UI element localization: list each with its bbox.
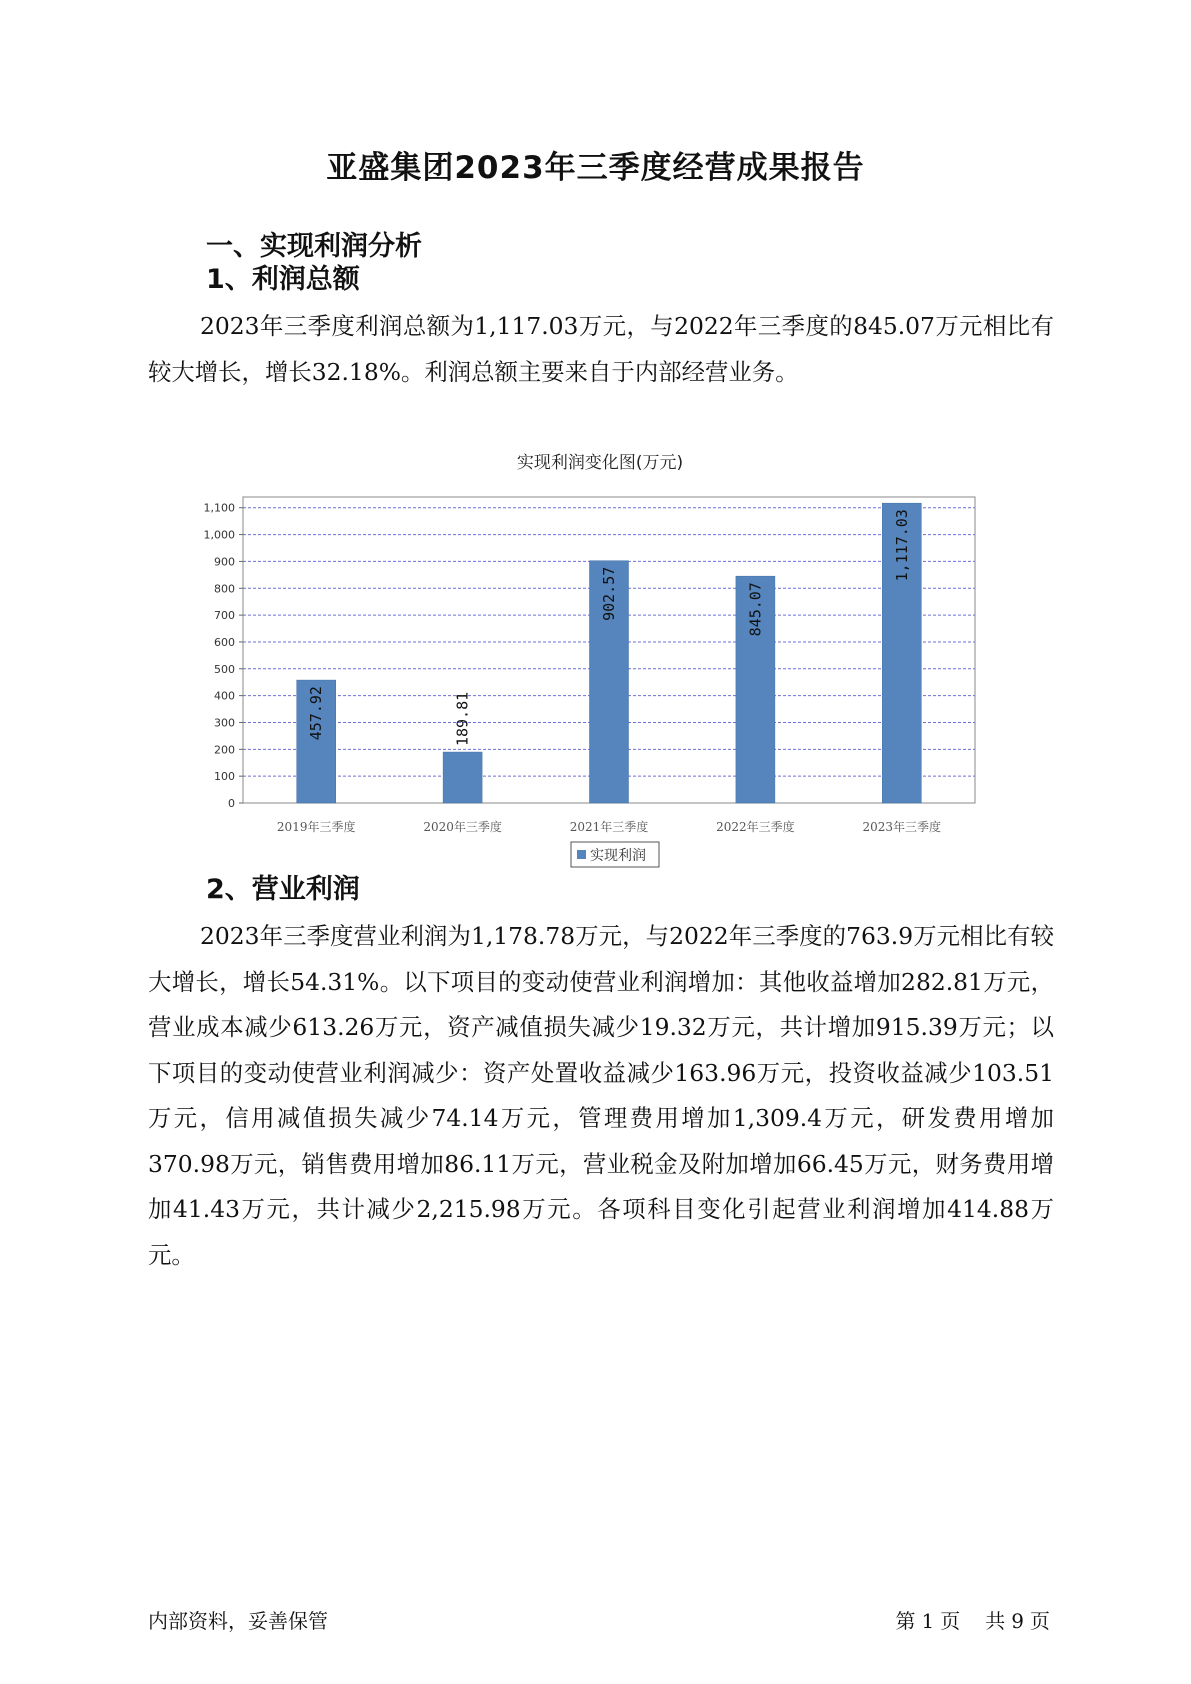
legend-label: 实现利润 [590, 848, 646, 864]
paragraph-operating-profit: 2023年三季度营业利润为1,178.78万元，与2022年三季度的763.9万元相比有较大增长，增长54.31%。以下项目的变动使营业利润增加：其他收益增加282.81万元，营业成本减少613.26万元，资产减值损失减少19.32万元，共计增加915.39万元；以下项目的变动使营业利润减少：资产处置收益减少163.96万元，投资收益减少103.51万元，信用减值损失减少74.14万元，管理费用增加1,309.4万元，研发费用增加370.98万元，销售费用增加86.11万元，营业税金及附加增加66.45万元，财务费用增加41.43万元，共计减少2,215.98万元。各项科目变化引起营业利润增加414.88万元。 [148, 922, 1054, 1269]
x-tick-label: 2021年三季度 [569, 820, 649, 834]
data-label: 845.07 [746, 582, 765, 637]
footer-confidential-note: 内部资料，妥善保管 [148, 1609, 328, 1633]
y-tick-label: 100 [214, 770, 235, 784]
document-title: 亚盛集团2023年三季度经营成果报告 [326, 150, 865, 186]
chart-title: 实现利润变化图(万元) [516, 453, 684, 473]
y-tick-label: 1,000 [203, 528, 235, 542]
section-heading-profit-analysis: 一、实现利润分析 [206, 231, 422, 262]
y-tick-label: 800 [214, 582, 235, 596]
x-tick-label: 2022年三季度 [716, 820, 795, 834]
x-tick-label: 2023年三季度 [862, 820, 942, 834]
y-tick-label: 500 [214, 662, 235, 676]
profit-chart [160, 445, 1040, 915]
paragraph-total-profit: 2023年三季度利润总额为1,117.03万元，与2022年三季度的845.07万元相比有较大增长，增长32.18%。利润总额主要来自于内部经营业务。 [148, 312, 1054, 386]
y-tick-label: 0 [228, 797, 235, 810]
subheading-operating-profit: 2、营业利润 [206, 874, 360, 905]
y-tick-label: 700 [214, 609, 235, 623]
y-tick-label: 400 [214, 689, 235, 703]
y-tick-label: 1,100 [203, 501, 235, 515]
bar-2020年三季度 [443, 752, 482, 803]
page-prefix: 第 [895, 1609, 916, 1633]
total-pages: 9 [1011, 1609, 1024, 1633]
total-prefix: 共 [985, 1609, 1006, 1633]
total-unit: 页 [1030, 1609, 1050, 1633]
page-unit: 页 [940, 1609, 961, 1633]
legend-swatch [577, 850, 586, 859]
data-label: 902.57 [600, 566, 618, 621]
data-label: 1,117.03 [892, 509, 911, 582]
x-tick-label: 2020年三季度 [423, 820, 502, 834]
data-label: 457.92 [307, 686, 326, 741]
x-tick-label: 2019年三季度 [276, 820, 356, 834]
data-label: 189.81 [453, 691, 472, 747]
y-tick-label: 300 [214, 716, 235, 730]
y-tick-label: 900 [214, 555, 235, 569]
y-tick-label: 200 [214, 743, 235, 757]
y-tick-label: 600 [214, 635, 235, 649]
profit-bar-chart [160, 445, 1040, 915]
page-number: 1 [921, 1609, 935, 1633]
subheading-total-profit: 1、利润总额 [206, 264, 360, 295]
footer-page-info [892, 1605, 1053, 1634]
